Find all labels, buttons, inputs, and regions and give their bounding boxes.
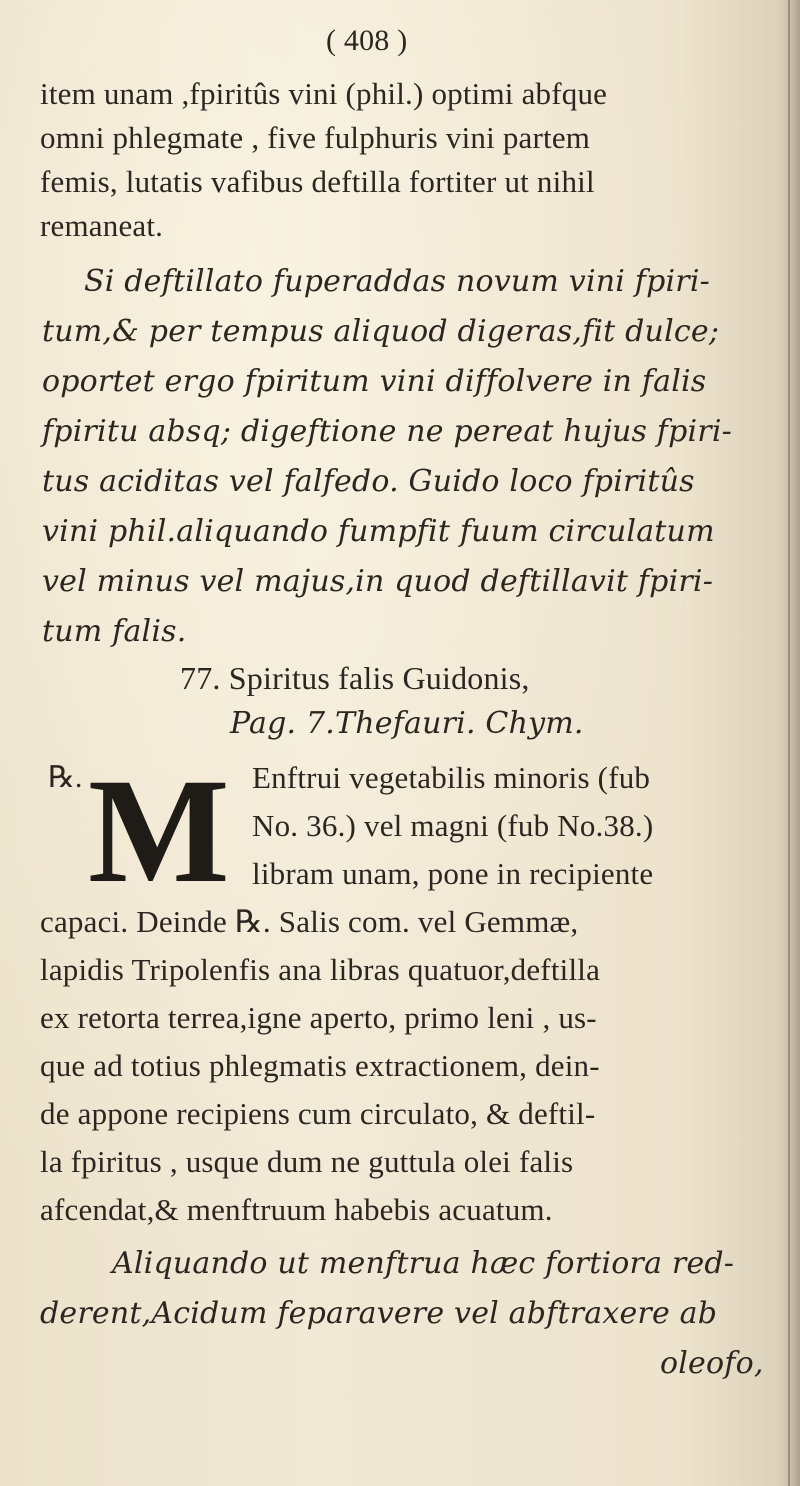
section-heading: 77. Spiritus falis Guidonis, [180,660,530,696]
catchword: oleofo, [660,1346,764,1381]
text-line: Enftrui vegetabilis minoris (fub [252,760,651,795]
text-line: femis, lutatis vafibus deftilla fortiter ut nihil [40,164,595,199]
text-line-italic: Si deftillato fuperaddas novum vini fpiri- [84,264,710,299]
text-line-italic: fpiritu absq; digeftione ne pereat hujus fpiri- [42,414,732,449]
text-line-italic: Aliquando ut menftrua hæc fortiora red- [112,1246,735,1281]
text-line-italic: tus aciditas vel falfedo. Guido loco fpiritûs [42,464,695,499]
text-line: capaci. Deinde ℞. Salis com. vel Gemmæ, [40,904,579,939]
text-line-italic: oportet ergo fpiritum vini diffolvere in falis [42,364,707,399]
text-line: lapidis Tripolenfis ana libras quatuor,deftilla [40,952,601,987]
text-line: ex retorta terrea,igne aperto, primo leni , us- [40,1000,597,1035]
text-line: remaneat. [40,208,164,243]
text-line-italic: vel minus vel majus,in quod deftillavit fpiri- [42,564,714,599]
text-line: item unam ,fpiritûs vini (phil.) optimi abfque [40,76,608,111]
text-line-italic: tum falis. [42,614,187,649]
text-line-italic: tum,& per tempus aliquod digeras,fit dulce; [42,314,720,349]
recipe-symbol: ℞. [48,761,83,794]
text-line: No. 36.) vel magni (fub No.38.) [252,808,654,843]
text-line: libram unam, pone in recipiente [252,856,654,891]
drop-cap-letter: M [88,748,230,914]
text-line-italic: derent,Acidum feparavere vel abftraxere ab [40,1296,718,1331]
section-reference: Pag. 7.Thefauri. Chym. [230,706,584,741]
page-edge-line [788,0,790,1486]
text-line: de appone recipiens cum circulato, & deftil- [40,1096,596,1131]
text-line: afcendat,& menftruum habebis acuatum. [40,1192,553,1227]
page-number: ( 408 ) [326,24,408,57]
text-line: omni phlegmate , five fulphuris vini partem [40,120,591,155]
text-line: la fpiritus , usque dum ne guttula olei falis [40,1144,574,1179]
text-line-italic: vini phil.aliquando fumpfit fuum circulatum [42,514,715,549]
text-line: que ad totius phlegmatis extractionem, dein- [40,1048,600,1083]
